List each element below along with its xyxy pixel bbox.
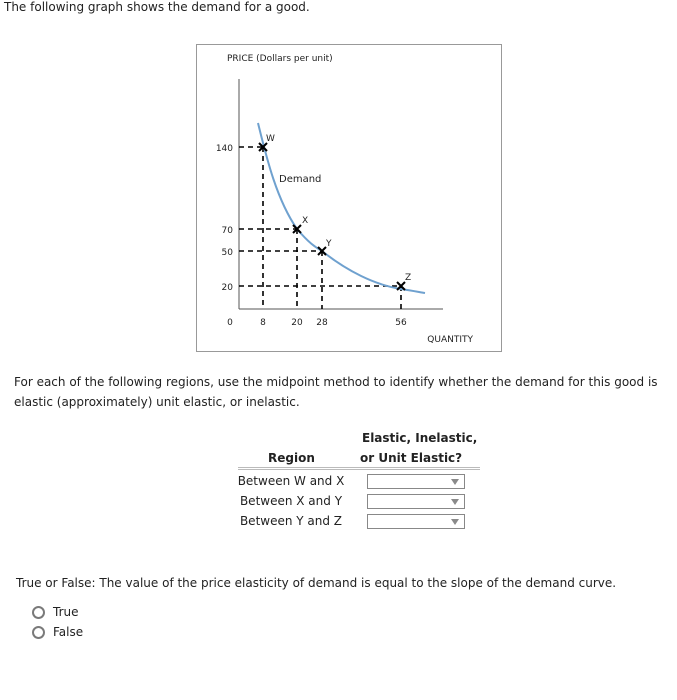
header-rule-top bbox=[238, 467, 480, 468]
x-tick-20: 20 bbox=[291, 318, 303, 328]
option-false-label: False bbox=[53, 625, 84, 639]
radio-button-icon[interactable] bbox=[32, 606, 45, 619]
demand-curve bbox=[258, 123, 425, 293]
chevron-down-icon bbox=[451, 479, 459, 485]
elasticity-select-x-y[interactable] bbox=[367, 494, 465, 509]
point-label-w: W bbox=[266, 134, 275, 144]
chevron-down-icon bbox=[451, 499, 459, 505]
option-true[interactable] bbox=[32, 605, 79, 619]
curve-label: Demand bbox=[279, 174, 322, 185]
x-tick-8: 8 bbox=[260, 318, 266, 328]
x-tick-56: 56 bbox=[395, 318, 407, 328]
row-label-y-z: Between Y and Z bbox=[239, 514, 343, 528]
intro-text: The following graph shows the demand for a good. bbox=[4, 0, 310, 14]
point-label-y: Y bbox=[326, 239, 332, 249]
elasticity-select-y-z[interactable] bbox=[367, 514, 465, 529]
y-tick-70: 70 bbox=[221, 226, 233, 236]
elasticity-select-w-x[interactable] bbox=[367, 474, 465, 489]
radio-button-icon[interactable] bbox=[32, 626, 45, 639]
demand-graph bbox=[196, 44, 502, 352]
x-tick-28: 28 bbox=[316, 318, 328, 328]
row-label-w-x: Between W and X bbox=[237, 474, 345, 488]
region-column-header: Region bbox=[268, 451, 315, 465]
true-false-question: True or False: The value of the price elasticity of demand is equal to the slope of the demand curve. bbox=[16, 576, 617, 590]
point-label-z: Z bbox=[405, 273, 412, 283]
answer-column-header-line1: Elastic, Inelastic, bbox=[362, 431, 478, 445]
y-tick-140: 140 bbox=[215, 144, 233, 154]
x-tick-0: 0 bbox=[227, 318, 233, 328]
answer-column-header-line2: or Unit Elastic? bbox=[360, 451, 463, 465]
x-axis-label: QUANTITY bbox=[427, 335, 473, 345]
y-tick-20: 20 bbox=[221, 283, 233, 293]
point-label-x: X bbox=[302, 216, 309, 226]
chevron-down-icon bbox=[451, 519, 459, 525]
y-tick-50: 50 bbox=[221, 248, 233, 258]
y-axis-label: PRICE (Dollars per unit) bbox=[227, 54, 333, 64]
header-rule-bottom bbox=[238, 469, 480, 470]
option-false[interactable] bbox=[32, 625, 83, 639]
option-true-label: True bbox=[53, 605, 79, 619]
row-label-x-y: Between X and Y bbox=[239, 494, 343, 508]
point-markers bbox=[259, 143, 405, 290]
instructions-text: For each of the following regions, use the midpoint method to identify whether the demand for this good is elastic (approximately) unit elastic, or inelastic. bbox=[14, 375, 658, 409]
demand-graph-svg bbox=[197, 45, 501, 351]
